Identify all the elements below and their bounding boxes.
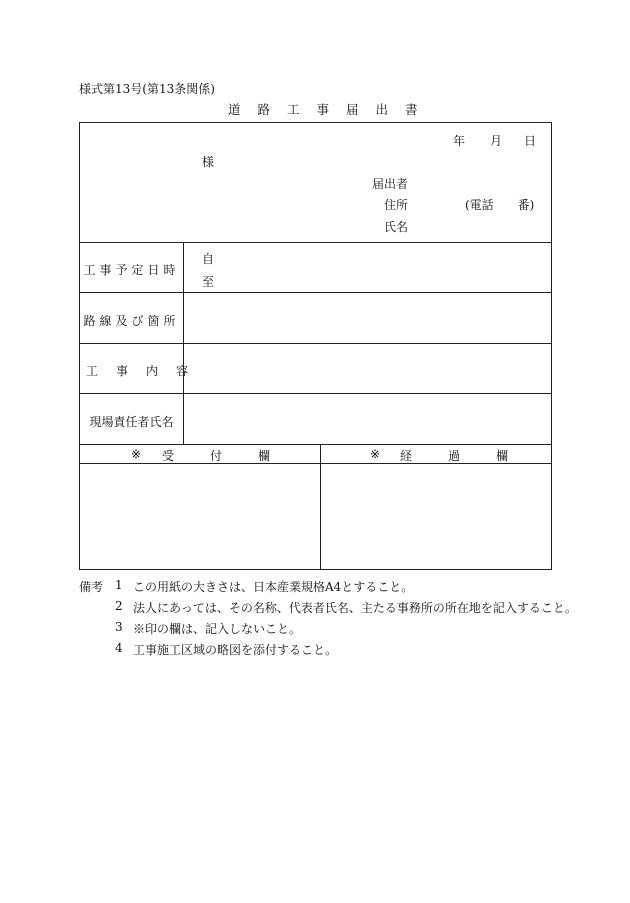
divider bbox=[80, 393, 551, 394]
reception-header: 受 付 欄 bbox=[162, 449, 283, 463]
divider bbox=[80, 444, 551, 445]
remarks bbox=[79, 578, 579, 662]
progress-area bbox=[321, 464, 551, 568]
form-number: 様式第13号(第13条関係) bbox=[79, 82, 215, 96]
note-number: 2 bbox=[115, 599, 123, 613]
note-item bbox=[79, 620, 579, 641]
progress-header: 経 過 欄 bbox=[400, 449, 521, 463]
note-number: 3 bbox=[115, 620, 123, 634]
period-from-label: 自 bbox=[202, 252, 215, 266]
note-item bbox=[79, 599, 579, 620]
note-text: ※印の欄は、記入しないこと。 bbox=[133, 622, 302, 636]
note-text: 法人にあっては、その名称、代表者氏名、主たる事務所の所在地を記入すること。 bbox=[133, 601, 577, 615]
divider bbox=[80, 343, 551, 344]
divider bbox=[80, 242, 551, 243]
manager-label: 現場責任者氏名 bbox=[89, 415, 174, 429]
date-month-label: 月 bbox=[490, 134, 503, 148]
period-to-label: 至 bbox=[202, 275, 215, 289]
name-label: 氏名 bbox=[384, 220, 409, 234]
phone-label: (電話 番) bbox=[465, 198, 535, 212]
addressee-suffix: 様 bbox=[202, 155, 215, 169]
note-number: 4 bbox=[115, 641, 123, 655]
remarks-label: 備考 bbox=[79, 580, 104, 594]
progress-mark: ※ bbox=[370, 447, 381, 461]
reception-mark: ※ bbox=[131, 447, 142, 461]
note-item bbox=[79, 641, 579, 662]
route-label: 路線及び箇所 bbox=[83, 314, 180, 328]
note-text: 工事施工区域の略図を添付すること。 bbox=[133, 643, 338, 657]
reception-area bbox=[80, 464, 320, 568]
label-column-divider bbox=[183, 242, 184, 444]
address-label: 住所 bbox=[384, 198, 409, 212]
application-form-table bbox=[79, 122, 552, 570]
note-item bbox=[79, 578, 579, 599]
period-label: 工事予定日時 bbox=[83, 263, 180, 277]
note-number: 1 bbox=[115, 578, 123, 592]
date-year-label: 年 bbox=[453, 134, 466, 148]
note-text: この用紙の大きさは、日本産業規格A4とすること。 bbox=[133, 580, 414, 594]
date-day-label: 日 bbox=[524, 134, 537, 148]
document-title: 道路工事届出書 bbox=[228, 102, 435, 117]
content-label: 工事内容 bbox=[86, 364, 207, 378]
applicant-label: 届出者 bbox=[372, 177, 409, 191]
divider bbox=[80, 292, 551, 293]
